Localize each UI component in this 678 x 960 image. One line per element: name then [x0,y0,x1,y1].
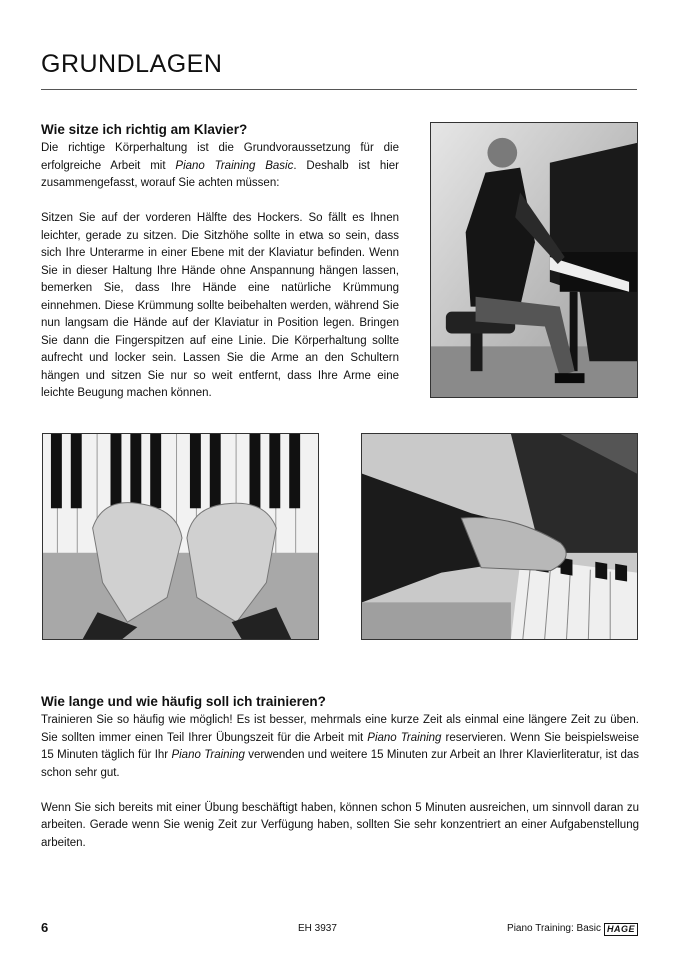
practice-book-title-1: Piano Training [367,731,442,744]
photo-pianist-seated [430,122,638,398]
footer-brand [507,922,638,936]
practice-book-title-2: Piano Training [171,749,245,761]
book-title: Piano Training: Basic [507,923,601,934]
section-posture [41,121,399,420]
edition-code: EH 3937 [298,923,337,934]
section-posture-intro [41,140,399,193]
section-practice-body-2: Wenn Sie sich bereits mit einer Übung beschäftigt haben, können schon 5 Minuten ausreichen, um sinnvoll daran zu arbeiten. Gerade wenn Sie wenig Zeit zur Verfügung haben, sollten Sie sehr konzentriert an einer Aufgabenstellung arbeiten. [41,801,639,849]
section-practice-heading: Wie lange und wie häufig soll ich trainieren? [41,694,326,709]
section-practice-body-1 [41,712,639,782]
section-posture-body: Sitzen Sie auf der vorderen Hälfte des Hockers. So fällt es Ihnen leichter, gerade zu sitzen. Die Sitzhöhe sollte in etwa so sein, dass sich Ihre Unterarme in einer Ebene mit der Klaviatur befinden. Wenn Sie in dieser Haltung Ihre Hände ohne Anspannung hängen lassen, bemerken Sie, dass Ihre Hände eine natürliche Krümmung einnehmen. Diese Krümmung sollte beibehalten werden, während Sie nun langsam die Hände auf der Klaviatur in Position legen. Bringen Sie dann die Fingerspitzen auf eine Linie. Die Körperhaltung sollte aufrecht und locker sein. Lassen Sie die Arme an den Schultern hängen und sitzen Sie nur so weit entfernt, dass Ihre Arme eine leichte Beugung machen können. [41,212,399,399]
intro-text-a: Die richtige Körperhaltung ist die Grundvoraussetzung für die erfolgreiche Arbeit mit [41,142,399,172]
practice-text-a: Trainieren Sie so häufig wie möglich! Es ist besser, mehrmals eine kurze Zeit als einmal eine längere Zeit zu üben. Sie sollten immer einen Teil Ihrer Übungszeit für die Arbeit mit [41,714,639,744]
practice-text-b: reservieren. Wenn Sie beispielsweise 15 Minuten täglich für Ihr [41,731,639,761]
publisher-logo: HAGE [604,923,638,936]
photo-hands-on-keys [42,433,319,640]
intro-text-b: . Deshalb ist hier zusammengefasst, worauf Sie achten müssen: [41,159,399,189]
page-number: 6 [41,920,49,935]
section-practice [41,693,639,870]
intro-book-title: Piano Training Basic [175,159,294,172]
section-posture-heading: Wie sitze ich richtig am Klavier? [41,122,248,137]
practice-text-c: verwenden und weitere 15 Minuten zur Arbeit an Ihrer Klavierliteratur, ist das schon sehr gut. [41,749,639,779]
photo-hand-side-view [361,433,638,640]
page-title: GRUNDLAGEN [41,50,223,78]
title-divider [41,89,637,90]
